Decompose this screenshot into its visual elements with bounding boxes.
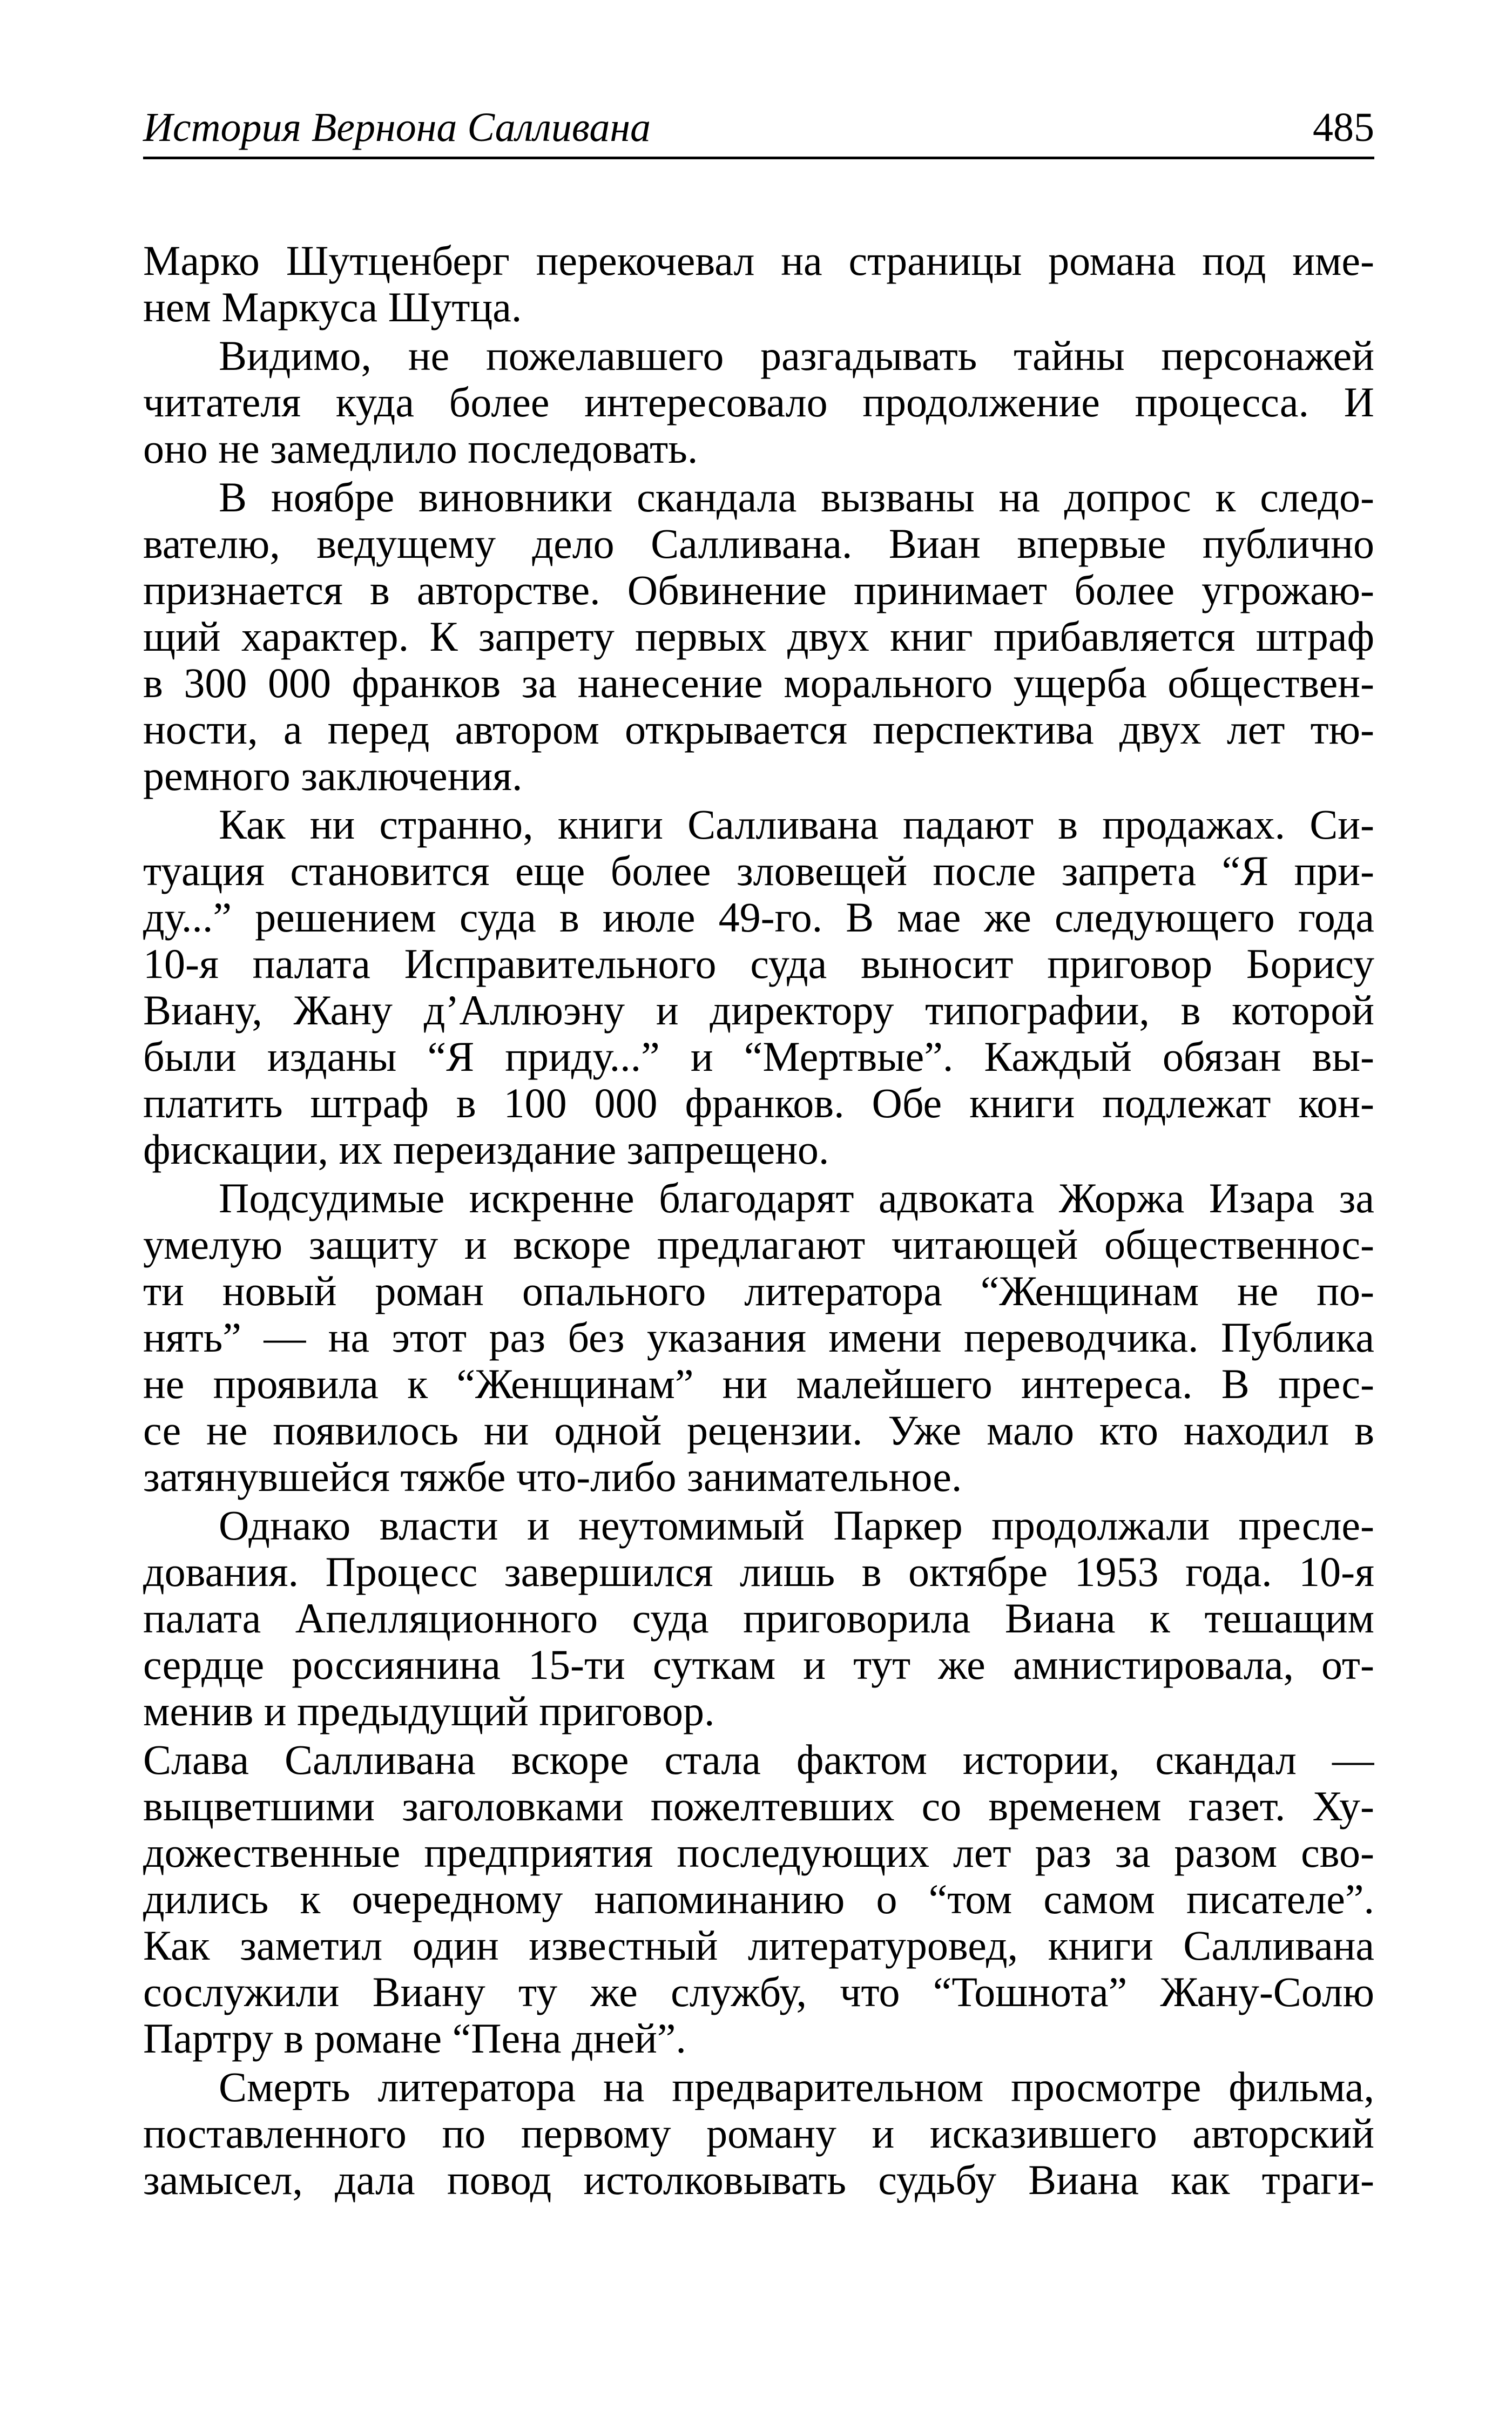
paragraph bbox=[143, 1502, 1374, 1734]
text-line: сердце россиянина 15-ти суткам и тут же амнистировала, от- bbox=[143, 1642, 1374, 1688]
paragraph bbox=[143, 238, 1374, 330]
text-line: Слава Салливана вскоре стала фактом истории, скандал — bbox=[143, 1737, 1374, 1783]
text-line: Марко Шутценберг перекочевал на страницы романа под име- bbox=[143, 238, 1374, 284]
text-line: щий характер. К запрету первых двух книг прибавляется штраф bbox=[143, 613, 1374, 660]
text-line: Как ни странно, книги Салливана падают в продажах. Си- bbox=[219, 801, 1374, 848]
running-header bbox=[143, 92, 1374, 159]
text-line: умелую защиту и вскоре предлагают читающей общественнос- bbox=[143, 1221, 1374, 1268]
text-line: Партру в романе “Пена дней”. bbox=[143, 2015, 686, 2062]
text-line: туация становится еще более зловещей после запрета “Я при- bbox=[143, 848, 1374, 894]
text-line: читателя куда более интересовало продолжение процесса. И bbox=[143, 379, 1374, 426]
text-line: были изданы “Я приду...” и “Мертвые”. Каждый обязан вы- bbox=[143, 1034, 1374, 1080]
text-line: сослужили Виану ту же службу, что “Тошнота” Жану-Солю bbox=[143, 1969, 1374, 2015]
text-line: ности, а перед автором открывается перспектива двух лет тю- bbox=[143, 706, 1374, 753]
text-line: платить штраф в 100 000 франков. Обе книги подлежат кон- bbox=[143, 1080, 1374, 1126]
text-line: поставленного по первому роману и исказившего авторский bbox=[143, 2110, 1374, 2157]
text-line: ти новый роман опального литератора “Женщинам не по- bbox=[143, 1268, 1374, 1314]
paragraph bbox=[143, 474, 1374, 799]
text-line: дожественные предприятия последующих лет раз за разом сво- bbox=[143, 1830, 1374, 1876]
text-line: ремного заключения. bbox=[143, 753, 523, 799]
text-line: Подсудимые искренне благодарят адвоката Жоржа Изара за bbox=[219, 1175, 1374, 1221]
paragraph bbox=[143, 801, 1374, 1173]
text-line: В ноябре виновники скандала вызваны на допрос к следо- bbox=[219, 474, 1374, 521]
text-line: Как заметил один известный литературовед, книги Салливана bbox=[143, 1922, 1374, 1969]
text-line: дования. Процесс завершился лишь в октябре 1953 года. 10-я bbox=[143, 1549, 1374, 1595]
text-line: се не появилось ни одной рецензии. Уже мало кто находил в bbox=[143, 1407, 1374, 1454]
paragraph bbox=[143, 1175, 1374, 1500]
text-line: признается в авторстве. Обвинение принимает более угрожаю- bbox=[143, 567, 1374, 613]
text-line: не проявила к “Женщинам” ни малейшего интереса. В прес- bbox=[143, 1361, 1374, 1407]
text-line: Однако власти и неутомимый Паркер продолжали пресле- bbox=[219, 1502, 1374, 1549]
paragraph bbox=[143, 2064, 1374, 2203]
text-line: в 300 000 франков за нанесение морального ущерба обществен- bbox=[143, 660, 1374, 706]
text-line: Видимо, не пожелавшего разгадывать тайны персонажей bbox=[219, 333, 1374, 379]
running-title: История Вернона Салливана bbox=[143, 105, 651, 150]
text-line: фискации, их переиздание запрещено. bbox=[143, 1126, 829, 1173]
text-line: менив и предыдущий приговор. bbox=[143, 1688, 715, 1734]
body-text bbox=[143, 238, 1374, 2205]
paragraph bbox=[143, 1737, 1374, 2062]
text-line: 10-я палата Исправительного суда выносит приговор Борису bbox=[143, 941, 1374, 987]
text-line: вателю, ведущему дело Салливана. Виан впервые публично bbox=[143, 521, 1374, 567]
text-line: палата Апелляционного суда приговорила Виана к тешащим bbox=[143, 1595, 1374, 1642]
text-line: затянувшейся тяжбе что-либо занимательное. bbox=[143, 1454, 962, 1500]
paragraph bbox=[143, 333, 1374, 472]
text-line: нять” — на этот раз без указания имени переводчика. Публика bbox=[143, 1314, 1374, 1361]
text-line: выцветшими заголовками пожелтевших со временем газет. Ху- bbox=[143, 1783, 1374, 1830]
text-line: замысел, дала повод истолковывать судьбу Виана как траги- bbox=[143, 2157, 1374, 2203]
text-line: дились к очередному напоминанию о “том самом писателе”. bbox=[143, 1876, 1374, 1922]
text-line: оно не замедлило последовать. bbox=[143, 426, 698, 472]
text-line: ду...” решением суда в июле 49-го. В мае же следующего года bbox=[143, 894, 1374, 941]
text-line: Смерть литератора на предварительном просмотре фильма, bbox=[219, 2064, 1374, 2110]
text-line: нем Маркуса Шутца. bbox=[143, 284, 522, 330]
page-number: 485 bbox=[1313, 105, 1374, 150]
text-line: Виану, Жану д’Аллюэну и директору типографии, в которой bbox=[143, 987, 1374, 1034]
